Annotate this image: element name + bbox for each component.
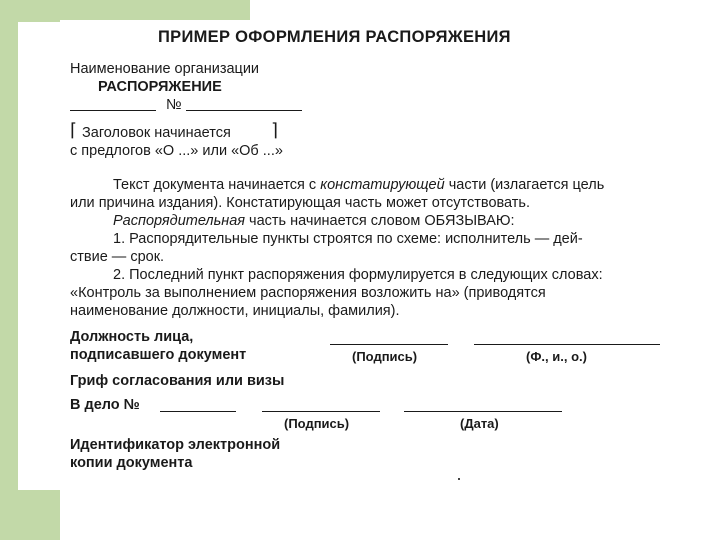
case-signature-caption: (Подпись) — [284, 416, 350, 431]
heading-bracket-right: ⌉ — [271, 120, 279, 140]
electronic-id-2: копии документа — [70, 455, 193, 471]
signer-position-2: подписавшего документ — [70, 347, 247, 363]
number-line — [186, 110, 302, 111]
text-line-4: 1. Распорядительные пункты строятся по схеме: исполнитель — дей- — [113, 231, 583, 247]
signature-caption: (Подпись) — [352, 349, 418, 364]
case-date-line — [404, 411, 562, 412]
case-date-caption: (Дата) — [460, 416, 499, 431]
org-name: Наименование организации — [70, 61, 260, 77]
text-line-1: Текст документа начинается с констатирующей части (излагается цель — [113, 177, 605, 193]
text-line-8: наименование должности, инициалы, фамилия). — [70, 303, 400, 319]
case-label: В дело № — [70, 397, 140, 413]
fio-line — [474, 344, 660, 345]
text-line-2: или причина издания). Констатирующая часть может отсутствовать. — [70, 195, 531, 211]
signature-line — [330, 344, 448, 345]
document-page — [18, 22, 708, 490]
slide-background-top — [0, 0, 250, 20]
text-line-6: 2. Последний пункт распоряжения формулируется в следующих словах: — [113, 267, 603, 283]
electronic-id-1: Идентификатор электронной — [70, 437, 281, 453]
case-signature-line — [262, 411, 380, 412]
text-line-7: «Контроль за выполнением распоряжения возложить на» (приводятся — [70, 285, 546, 301]
signer-position-1: Должность лица, — [70, 329, 194, 345]
doc-type: РАСПОРЯЖЕНИЕ — [98, 79, 222, 95]
number-sign: № — [166, 97, 182, 113]
slide-background-strip — [0, 0, 18, 540]
date-line — [70, 110, 156, 111]
heading-line-2: с предлогов «О ...» или «Об ...» — [70, 143, 283, 159]
approval-stamp: Гриф согласования или визы — [70, 373, 285, 389]
text-line-3: Распорядительная часть начинается словом ОБЯЗЫВАЮ: — [113, 213, 515, 229]
text-line-5: ствие — срок. — [70, 249, 165, 265]
fio-caption: (Ф., и., о.) — [526, 349, 587, 364]
scan-speck — [458, 478, 460, 480]
heading-bracket-left: ⌈ — [70, 120, 78, 140]
case-number-line — [160, 411, 236, 412]
heading-line-1: Заголовок начинается — [82, 125, 231, 141]
document-title: ПРИМЕР ОФОРМЛЕНИЯ РАСПОРЯЖЕНИЯ — [158, 28, 511, 46]
